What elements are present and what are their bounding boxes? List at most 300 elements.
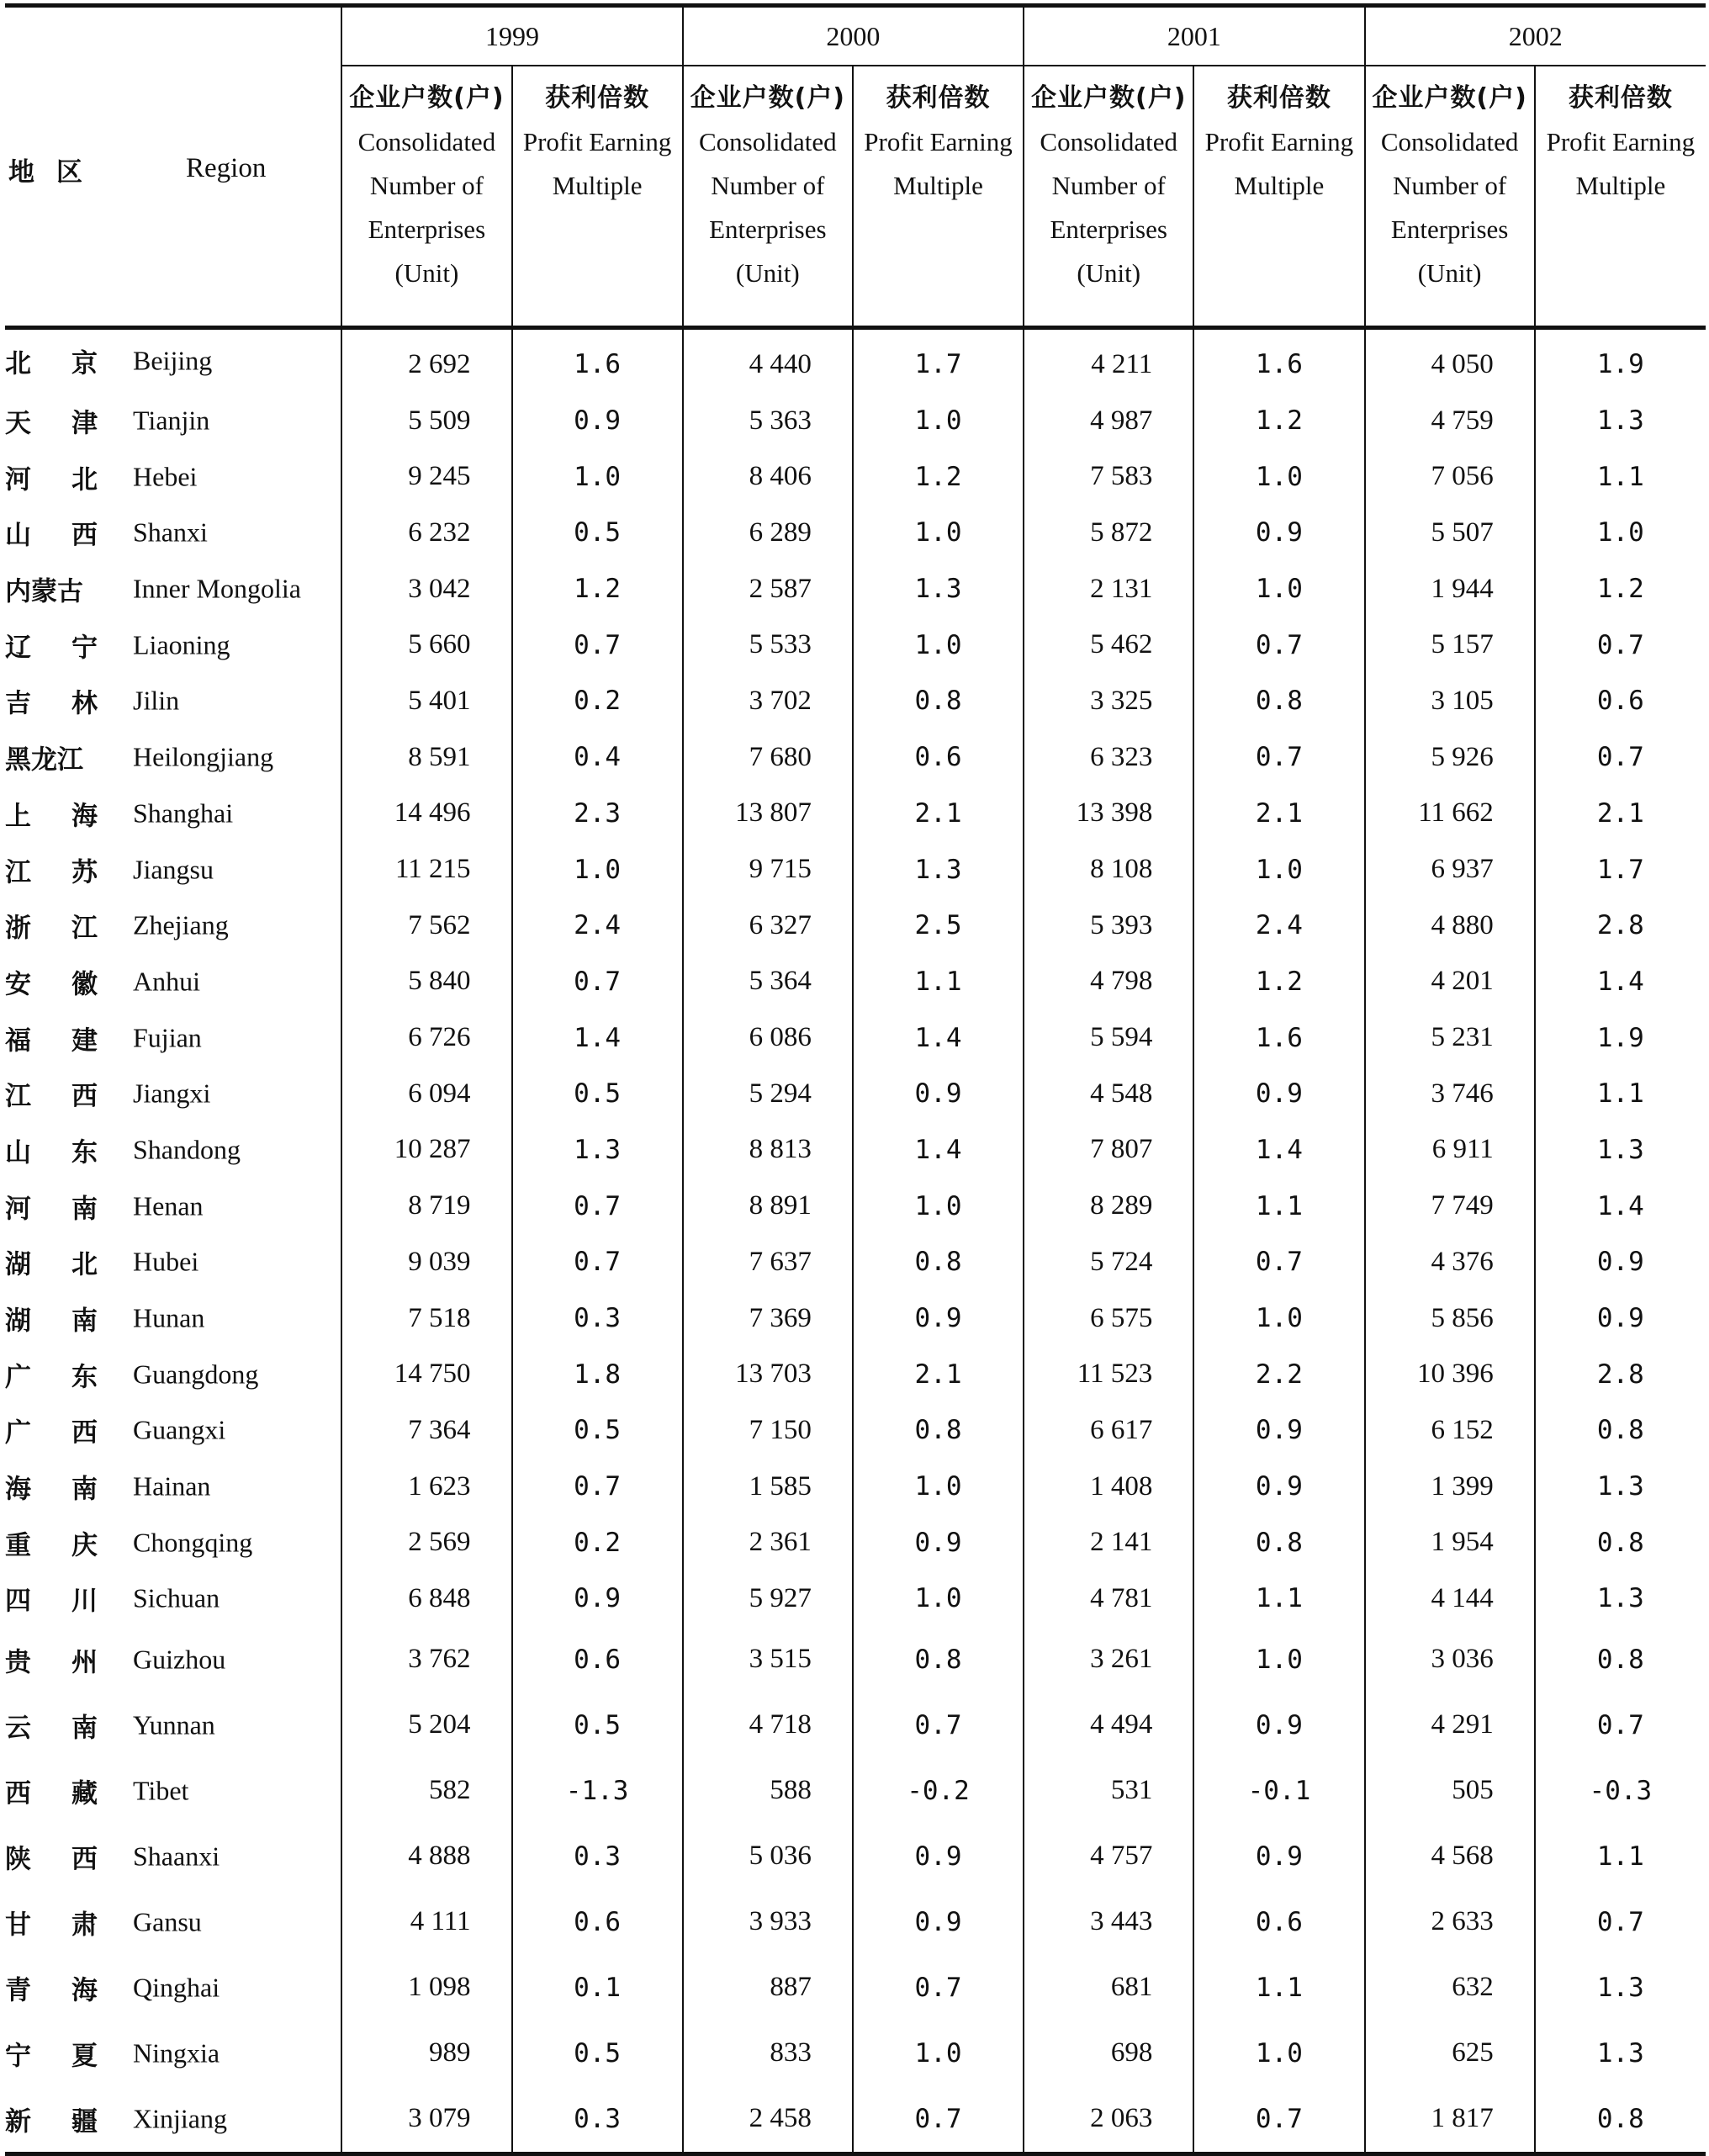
profit-multiple-cell: 0.5 <box>512 1692 683 1758</box>
profit-multiple-cell: -0.1 <box>1193 1758 1364 1824</box>
region-cell <box>5 673 341 729</box>
count-label-unit: (Unit) <box>735 258 800 288</box>
profit-multiple-cell: 0.8 <box>1535 2086 1706 2154</box>
region-name-en: Shanghai <box>133 797 234 829</box>
profit-multiple-cell: 0.7 <box>512 1234 683 1290</box>
region-header-en: Region <box>186 153 267 183</box>
profit-multiple-cell: 1.3 <box>1535 1459 1706 1515</box>
enterprise-count-cell: 6 094 <box>341 1066 511 1122</box>
enterprise-count-cell: 5 364 <box>683 954 853 1010</box>
profit-multiple-cell: 0.9 <box>853 1066 1024 1122</box>
enterprise-count-cell: 5 533 <box>683 617 853 673</box>
count-label-en1: Consolidated <box>1040 127 1178 156</box>
enterprise-count-cell: 6 848 <box>341 1571 511 1627</box>
profit-multiple-cell: 1.0 <box>512 448 683 505</box>
enterprise-count-cell: 5 660 <box>341 617 511 673</box>
enterprise-count-cell: 5 204 <box>341 1692 511 1758</box>
region-cell <box>5 393 341 449</box>
table-row <box>5 2086 1706 2154</box>
region-cell <box>5 954 341 1010</box>
table-row <box>5 729 1706 786</box>
table-row <box>5 561 1706 617</box>
enterprise-count-cell: 4 211 <box>1024 328 1193 393</box>
enterprise-count-cell: 681 <box>1024 1955 1193 2021</box>
enterprise-count-cell: 3 443 <box>1024 1889 1193 1955</box>
region-cell <box>5 448 341 505</box>
region-name-en: Fujian <box>133 1022 202 1053</box>
region-name-en: Hainan <box>133 1470 211 1502</box>
profit-multiple-cell: 1.0 <box>853 505 1024 561</box>
profit-multiple-header <box>1535 66 1706 328</box>
multiple-label-en2: Multiple <box>893 171 983 200</box>
profit-multiple-header <box>853 66 1024 328</box>
multiple-label-en2: Multiple <box>1575 171 1666 200</box>
region-name-en: Qinghai <box>133 1972 220 2003</box>
enterprise-count-cell: 5 231 <box>1365 1009 1535 1066</box>
enterprise-count-cell: 5 294 <box>683 1066 853 1122</box>
enterprise-count-cell: 9 039 <box>341 1234 511 1290</box>
profit-multiple-cell: 1.2 <box>1535 561 1706 617</box>
multiple-label-en1: Profit Earning <box>522 127 672 156</box>
profit-multiple-cell: 0.8 <box>1535 1627 1706 1692</box>
count-label-en1: Consolidated <box>357 127 496 156</box>
enterprise-count-cell: 11 215 <box>341 841 511 898</box>
region-name-zh: 青 海 <box>5 1975 98 2006</box>
profit-multiple-cell: 1.3 <box>1535 1122 1706 1179</box>
table-row <box>5 328 1706 393</box>
enterprise-count-cell: 7 807 <box>1024 1122 1193 1179</box>
enterprise-count-cell: 13 807 <box>683 786 853 842</box>
profit-multiple-cell: 0.9 <box>1535 1234 1706 1290</box>
enterprise-count-cell: 4 291 <box>1365 1692 1535 1758</box>
multiple-label-zh: 获利倍数 <box>886 83 991 113</box>
multiple-label-en2: Multiple <box>1234 171 1325 200</box>
profit-multiple-cell: 0.1 <box>512 1955 683 2021</box>
enterprise-count-cell: 3 762 <box>341 1627 511 1692</box>
multiple-label-en1: Profit Earning <box>1546 127 1696 156</box>
profit-multiple-cell: 0.8 <box>1193 1514 1364 1571</box>
profit-multiple-cell: 0.8 <box>853 1234 1024 1290</box>
statistics-table-container <box>5 3 1706 2156</box>
profit-multiple-cell: 0.7 <box>512 617 683 673</box>
region-name-en: Hebei <box>133 461 198 492</box>
count-label-en3: Enterprises <box>1050 215 1167 244</box>
year-header: 2001 <box>1024 6 1364 66</box>
enterprise-count-cell: 5 594 <box>1024 1009 1193 1066</box>
region-name-zh: 山 西 <box>5 520 98 551</box>
enterprise-count-cell: 7 749 <box>1365 1178 1535 1234</box>
profit-multiple-cell: 1.9 <box>1535 328 1706 393</box>
profit-multiple-cell: 0.9 <box>1193 1459 1364 1515</box>
profit-multiple-cell: 0.6 <box>853 729 1024 786</box>
table-row <box>5 1402 1706 1459</box>
enterprise-count-cell: 4 376 <box>1365 1234 1535 1290</box>
enterprise-count-cell: 7 056 <box>1365 448 1535 505</box>
enterprise-count-cell: 3 079 <box>341 2086 511 2154</box>
enterprise-count-cell: 2 458 <box>683 2086 853 2154</box>
region-column-header <box>5 6 341 328</box>
region-name-zh: 云 南 <box>5 1713 98 1744</box>
table-row <box>5 617 1706 673</box>
enterprise-count-cell: 7 369 <box>683 1290 853 1347</box>
profit-multiple-cell: -0.2 <box>853 1758 1024 1824</box>
enterprise-count-cell: 8 406 <box>683 448 853 505</box>
profit-multiple-cell: 0.7 <box>1193 617 1364 673</box>
enterprise-count-cell: 4 781 <box>1024 1571 1193 1627</box>
enterprise-count-cell: 8 289 <box>1024 1178 1193 1234</box>
region-name-en: Shaanxi <box>133 1841 220 1872</box>
count-label-unit: (Unit) <box>1077 258 1141 288</box>
region-name-en: Beijing <box>133 345 213 376</box>
enterprise-count-cell: 4 440 <box>683 328 853 393</box>
profit-multiple-cell: 0.9 <box>1193 1824 1364 1889</box>
region-cell <box>5 1758 341 1824</box>
enterprise-count-cell: 6 152 <box>1365 1402 1535 1459</box>
region-name-zh: 吉 林 <box>5 688 98 719</box>
enterprise-count-cell: 4 201 <box>1365 954 1535 1010</box>
region-name-zh: 江 苏 <box>5 857 98 888</box>
enterprise-count-header <box>1365 66 1535 328</box>
enterprise-count-cell: 3 261 <box>1024 1627 1193 1692</box>
enterprise-count-cell: 4 548 <box>1024 1066 1193 1122</box>
enterprise-count-cell: 3 702 <box>683 673 853 729</box>
profit-multiple-cell: 0.8 <box>1535 1514 1706 1571</box>
profit-multiple-cell: 1.1 <box>1535 1824 1706 1889</box>
enterprise-count-cell: 4 111 <box>341 1889 511 1955</box>
region-name-zh: 广 西 <box>5 1417 98 1449</box>
region-name-en: Jilin <box>133 685 180 716</box>
enterprise-count-cell: 8 591 <box>341 729 511 786</box>
profit-multiple-cell: 1.3 <box>512 1122 683 1179</box>
region-cell <box>5 561 341 617</box>
enterprise-count-cell: 14 496 <box>341 786 511 842</box>
enterprise-count-cell: 4 568 <box>1365 1824 1535 1889</box>
profit-multiple-cell: 1.0 <box>1193 841 1364 898</box>
profit-multiple-cell: 1.0 <box>853 1459 1024 1515</box>
region-name-zh: 广 东 <box>5 1362 98 1393</box>
enterprise-count-cell: 7 518 <box>341 1290 511 1347</box>
count-label-en2: Number of <box>369 171 484 200</box>
region-cell <box>5 1955 341 2021</box>
profit-multiple-cell: 1.0 <box>853 393 1024 449</box>
enterprise-count-cell: 3 746 <box>1365 1066 1535 1122</box>
profit-multiple-cell: 1.3 <box>1535 1955 1706 2021</box>
enterprise-count-cell: 632 <box>1365 1955 1535 2021</box>
table-row <box>5 448 1706 505</box>
table-row <box>5 1758 1706 1824</box>
region-name-en: Tianjin <box>133 405 210 436</box>
count-label-en1: Consolidated <box>1380 127 1519 156</box>
enterprise-count-cell: 4 888 <box>341 1824 511 1889</box>
enterprise-count-header <box>683 66 853 328</box>
profit-multiple-cell: 0.9 <box>853 1514 1024 1571</box>
profit-multiple-cell: 1.1 <box>1193 1955 1364 2021</box>
enterprise-count-cell: 6 575 <box>1024 1290 1193 1347</box>
profit-multiple-cell: 1.1 <box>1193 1571 1364 1627</box>
region-cell <box>5 328 341 393</box>
profit-multiple-cell: 1.0 <box>1193 2021 1364 2086</box>
count-label-en2: Number of <box>1051 171 1166 200</box>
enterprise-count-cell: 6 937 <box>1365 841 1535 898</box>
profit-multiple-cell: 1.0 <box>853 617 1024 673</box>
multiple-label-en1: Profit Earning <box>1204 127 1354 156</box>
table-row <box>5 1234 1706 1290</box>
table-row <box>5 1889 1706 1955</box>
enterprise-count-cell: 5 724 <box>1024 1234 1193 1290</box>
count-label-zh: 企业户数(户) <box>690 83 846 113</box>
enterprise-count-cell: 7 583 <box>1024 448 1193 505</box>
enterprise-count-cell: 3 933 <box>683 1889 853 1955</box>
profit-multiple-cell: 0.7 <box>1193 1234 1364 1290</box>
enterprise-count-cell: 2 063 <box>1024 2086 1193 2154</box>
enterprise-count-cell: 3 325 <box>1024 673 1193 729</box>
region-cell <box>5 1459 341 1515</box>
region-cell <box>5 841 341 898</box>
table-row <box>5 1692 1706 1758</box>
region-name-zh: 陕 西 <box>5 1844 98 1875</box>
table-row <box>5 1824 1706 1889</box>
region-name-en: Shandong <box>133 1134 241 1165</box>
profit-multiple-cell: 0.8 <box>853 1402 1024 1459</box>
region-cell <box>5 1178 341 1234</box>
profit-multiple-cell: 0.8 <box>1193 673 1364 729</box>
enterprise-count-cell: 4 987 <box>1024 393 1193 449</box>
table-header <box>5 6 1706 328</box>
profit-multiple-cell: 1.0 <box>853 2021 1024 2086</box>
profit-multiple-cell: 1.0 <box>512 841 683 898</box>
profit-multiple-cell: 0.9 <box>1193 1402 1364 1459</box>
profit-multiple-cell: 0.9 <box>1193 1692 1364 1758</box>
profit-multiple-cell: 0.7 <box>1535 1692 1706 1758</box>
table-row <box>5 1066 1706 1122</box>
enterprise-count-cell: 4 880 <box>1365 898 1535 954</box>
enterprise-count-cell: 9 715 <box>683 841 853 898</box>
profit-multiple-cell: 0.3 <box>512 1290 683 1347</box>
count-label-en2: Number of <box>711 171 825 200</box>
region-name-en: Guangxi <box>133 1414 226 1445</box>
region-cell <box>5 1066 341 1122</box>
profit-multiple-cell: 1.0 <box>1535 505 1706 561</box>
region-name-zh: 新 疆 <box>5 2106 98 2137</box>
enterprise-count-cell: 7 150 <box>683 1402 853 1459</box>
region-name-en: Jiangxi <box>133 1078 211 1109</box>
enterprise-count-cell: 833 <box>683 2021 853 2086</box>
profit-multiple-cell: 1.4 <box>1535 1178 1706 1234</box>
year-header: 2002 <box>1365 6 1706 66</box>
enterprise-count-cell: 6 617 <box>1024 1402 1193 1459</box>
table-row <box>5 1009 1706 1066</box>
region-name-zh: 四 川 <box>5 1586 98 1617</box>
profit-multiple-cell: 1.0 <box>853 1178 1024 1234</box>
table-row <box>5 1290 1706 1347</box>
region-name-en: Chongqing <box>133 1527 253 1558</box>
profit-multiple-cell: 0.9 <box>512 393 683 449</box>
profit-multiple-cell: 0.2 <box>512 1514 683 1571</box>
enterprise-count-cell: 6 289 <box>683 505 853 561</box>
count-label-unit: (Unit) <box>394 258 459 288</box>
enterprise-count-cell: 1 585 <box>683 1459 853 1515</box>
enterprise-count-cell: 13 398 <box>1024 786 1193 842</box>
region-name-zh: 西 藏 <box>5 1778 98 1809</box>
enterprise-count-cell: 14 750 <box>341 1346 511 1402</box>
profit-multiple-cell: 0.7 <box>512 954 683 1010</box>
count-label-zh: 企业户数(户) <box>1031 83 1187 113</box>
region-cell <box>5 729 341 786</box>
year-header: 2000 <box>683 6 1024 66</box>
enterprise-count-cell: 8 719 <box>341 1178 511 1234</box>
region-name-zh: 重 庆 <box>5 1530 98 1561</box>
profit-multiple-cell: 1.4 <box>853 1122 1024 1179</box>
enterprise-count-cell: 5 927 <box>683 1571 853 1627</box>
enterprise-count-cell: 1 954 <box>1365 1514 1535 1571</box>
profit-multiple-cell: 0.9 <box>853 1824 1024 1889</box>
region-name-zh: 北 京 <box>5 348 98 379</box>
profit-multiple-cell: 0.5 <box>512 505 683 561</box>
region-cell <box>5 1824 341 1889</box>
enterprise-count-cell: 2 569 <box>341 1514 511 1571</box>
enterprise-count-cell: 7 364 <box>341 1402 511 1459</box>
enterprise-count-cell: 6 086 <box>683 1009 853 1066</box>
enterprise-count-cell: 6 323 <box>1024 729 1193 786</box>
profit-multiple-cell: 0.8 <box>853 1627 1024 1692</box>
profit-multiple-cell: 2.3 <box>512 786 683 842</box>
profit-multiple-cell: 0.7 <box>512 1178 683 1234</box>
enterprise-count-cell: 3 105 <box>1365 673 1535 729</box>
table-row <box>5 393 1706 449</box>
profit-multiple-cell: 0.9 <box>853 1290 1024 1347</box>
table-row <box>5 1459 1706 1515</box>
enterprise-count-cell: 5 926 <box>1365 729 1535 786</box>
enterprise-count-cell: 1 817 <box>1365 2086 1535 2154</box>
table-row <box>5 505 1706 561</box>
profit-multiple-cell: 1.6 <box>1193 1009 1364 1066</box>
profit-multiple-cell: 2.1 <box>1193 786 1364 842</box>
profit-multiple-cell: 0.9 <box>853 1889 1024 1955</box>
enterprise-count-cell: 5 507 <box>1365 505 1535 561</box>
enterprise-count-cell: 7 637 <box>683 1234 853 1290</box>
profit-multiple-cell: 0.5 <box>512 1402 683 1459</box>
enterprise-count-cell: 10 287 <box>341 1122 511 1179</box>
table-row <box>5 898 1706 954</box>
region-name-en: Inner Mongolia <box>133 573 301 604</box>
region-name-zh: 湖 南 <box>5 1306 98 1337</box>
enterprise-count-header <box>1024 66 1193 328</box>
enterprise-count-cell: 582 <box>341 1758 511 1824</box>
region-name-en: Jiangsu <box>133 854 214 885</box>
profit-multiple-cell: 0.6 <box>512 1889 683 1955</box>
enterprise-count-cell: 4 718 <box>683 1692 853 1758</box>
profit-multiple-cell: 0.2 <box>512 673 683 729</box>
enterprise-count-header <box>341 66 511 328</box>
enterprise-count-cell: 2 692 <box>341 328 511 393</box>
region-name-en: Hubei <box>133 1246 199 1277</box>
region-name-en: Heilongjiang <box>133 741 274 772</box>
profit-multiple-cell: 1.2 <box>512 561 683 617</box>
table-row <box>5 1514 1706 1571</box>
profit-multiple-cell: 2.1 <box>1535 786 1706 842</box>
enterprise-count-cell: 887 <box>683 1955 853 2021</box>
region-cell <box>5 1514 341 1571</box>
enterprise-profit-table <box>5 3 1706 2156</box>
region-name-zh: 上 海 <box>5 801 98 832</box>
enterprise-count-cell: 4 050 <box>1365 328 1535 393</box>
table-row <box>5 673 1706 729</box>
region-name-zh: 浙 江 <box>5 913 98 944</box>
table-row <box>5 1571 1706 1627</box>
multiple-label-zh: 获利倍数 <box>545 83 650 113</box>
enterprise-count-cell: 5 401 <box>341 673 511 729</box>
count-label-en1: Consolidated <box>699 127 837 156</box>
profit-multiple-cell: 0.9 <box>1193 1066 1364 1122</box>
profit-multiple-cell: 0.6 <box>512 1627 683 1692</box>
enterprise-count-cell: 13 703 <box>683 1346 853 1402</box>
region-name-en: Anhui <box>133 966 200 997</box>
enterprise-count-cell: 6 726 <box>341 1009 511 1066</box>
enterprise-count-cell: 7 680 <box>683 729 853 786</box>
profit-multiple-cell: 2.2 <box>1193 1346 1364 1402</box>
region-name-zh: 宁 夏 <box>5 2041 98 2072</box>
enterprise-count-cell: 4 759 <box>1365 393 1535 449</box>
profit-multiple-cell: 2.5 <box>853 898 1024 954</box>
enterprise-count-cell: 4 757 <box>1024 1824 1193 1889</box>
profit-multiple-cell: 2.1 <box>853 1346 1024 1402</box>
region-name-zh: 黑龙江 <box>5 744 83 776</box>
enterprise-count-cell: 10 396 <box>1365 1346 1535 1402</box>
profit-multiple-cell: 0.5 <box>512 1066 683 1122</box>
enterprise-count-cell: 588 <box>683 1758 853 1824</box>
region-name-zh: 内蒙古 <box>5 576 83 607</box>
profit-multiple-cell: -1.3 <box>512 1758 683 1824</box>
enterprise-count-cell: 8 108 <box>1024 841 1193 898</box>
region-name-zh: 河 北 <box>5 464 98 495</box>
profit-multiple-cell: 0.6 <box>1193 1889 1364 1955</box>
profit-multiple-cell: -0.3 <box>1535 1758 1706 1824</box>
profit-multiple-cell: 1.1 <box>1535 1066 1706 1122</box>
count-label-en3: Enterprises <box>368 215 486 244</box>
region-name-en: Guangdong <box>133 1359 259 1390</box>
region-name-en: Shanxi <box>133 516 208 548</box>
region-cell <box>5 505 341 561</box>
table-row <box>5 1955 1706 2021</box>
region-name-zh: 江 西 <box>5 1081 98 1112</box>
region-name-zh: 安 徽 <box>5 969 98 1000</box>
profit-multiple-cell: 2.8 <box>1535 898 1706 954</box>
profit-multiple-cell: 1.9 <box>1535 1009 1706 1066</box>
profit-multiple-cell: 1.4 <box>1535 954 1706 1010</box>
profit-multiple-cell: 1.3 <box>853 561 1024 617</box>
enterprise-count-cell: 2 141 <box>1024 1514 1193 1571</box>
profit-multiple-cell: 1.7 <box>1535 841 1706 898</box>
enterprise-count-cell: 1 623 <box>341 1459 511 1515</box>
year-header: 1999 <box>341 6 682 66</box>
enterprise-count-cell: 6 232 <box>341 505 511 561</box>
region-name-en: Gansu <box>133 1906 202 1937</box>
region-name-en: Ningxia <box>133 2037 220 2069</box>
profit-multiple-cell: 1.8 <box>512 1346 683 1402</box>
profit-multiple-cell: 1.0 <box>1193 1627 1364 1692</box>
profit-multiple-cell: 1.3 <box>1535 393 1706 449</box>
region-name-en: Tibet <box>133 1775 189 1806</box>
enterprise-count-cell: 531 <box>1024 1758 1193 1824</box>
region-name-zh: 辽 宁 <box>5 633 98 664</box>
region-name-en: Zhejiang <box>133 909 229 940</box>
profit-multiple-cell: 0.7 <box>1535 617 1706 673</box>
profit-multiple-cell: 0.7 <box>1193 729 1364 786</box>
profit-multiple-cell: 1.4 <box>853 1009 1024 1066</box>
profit-multiple-cell: 1.0 <box>1193 1290 1364 1347</box>
enterprise-count-cell: 7 562 <box>341 898 511 954</box>
profit-multiple-cell: 2.1 <box>853 786 1024 842</box>
